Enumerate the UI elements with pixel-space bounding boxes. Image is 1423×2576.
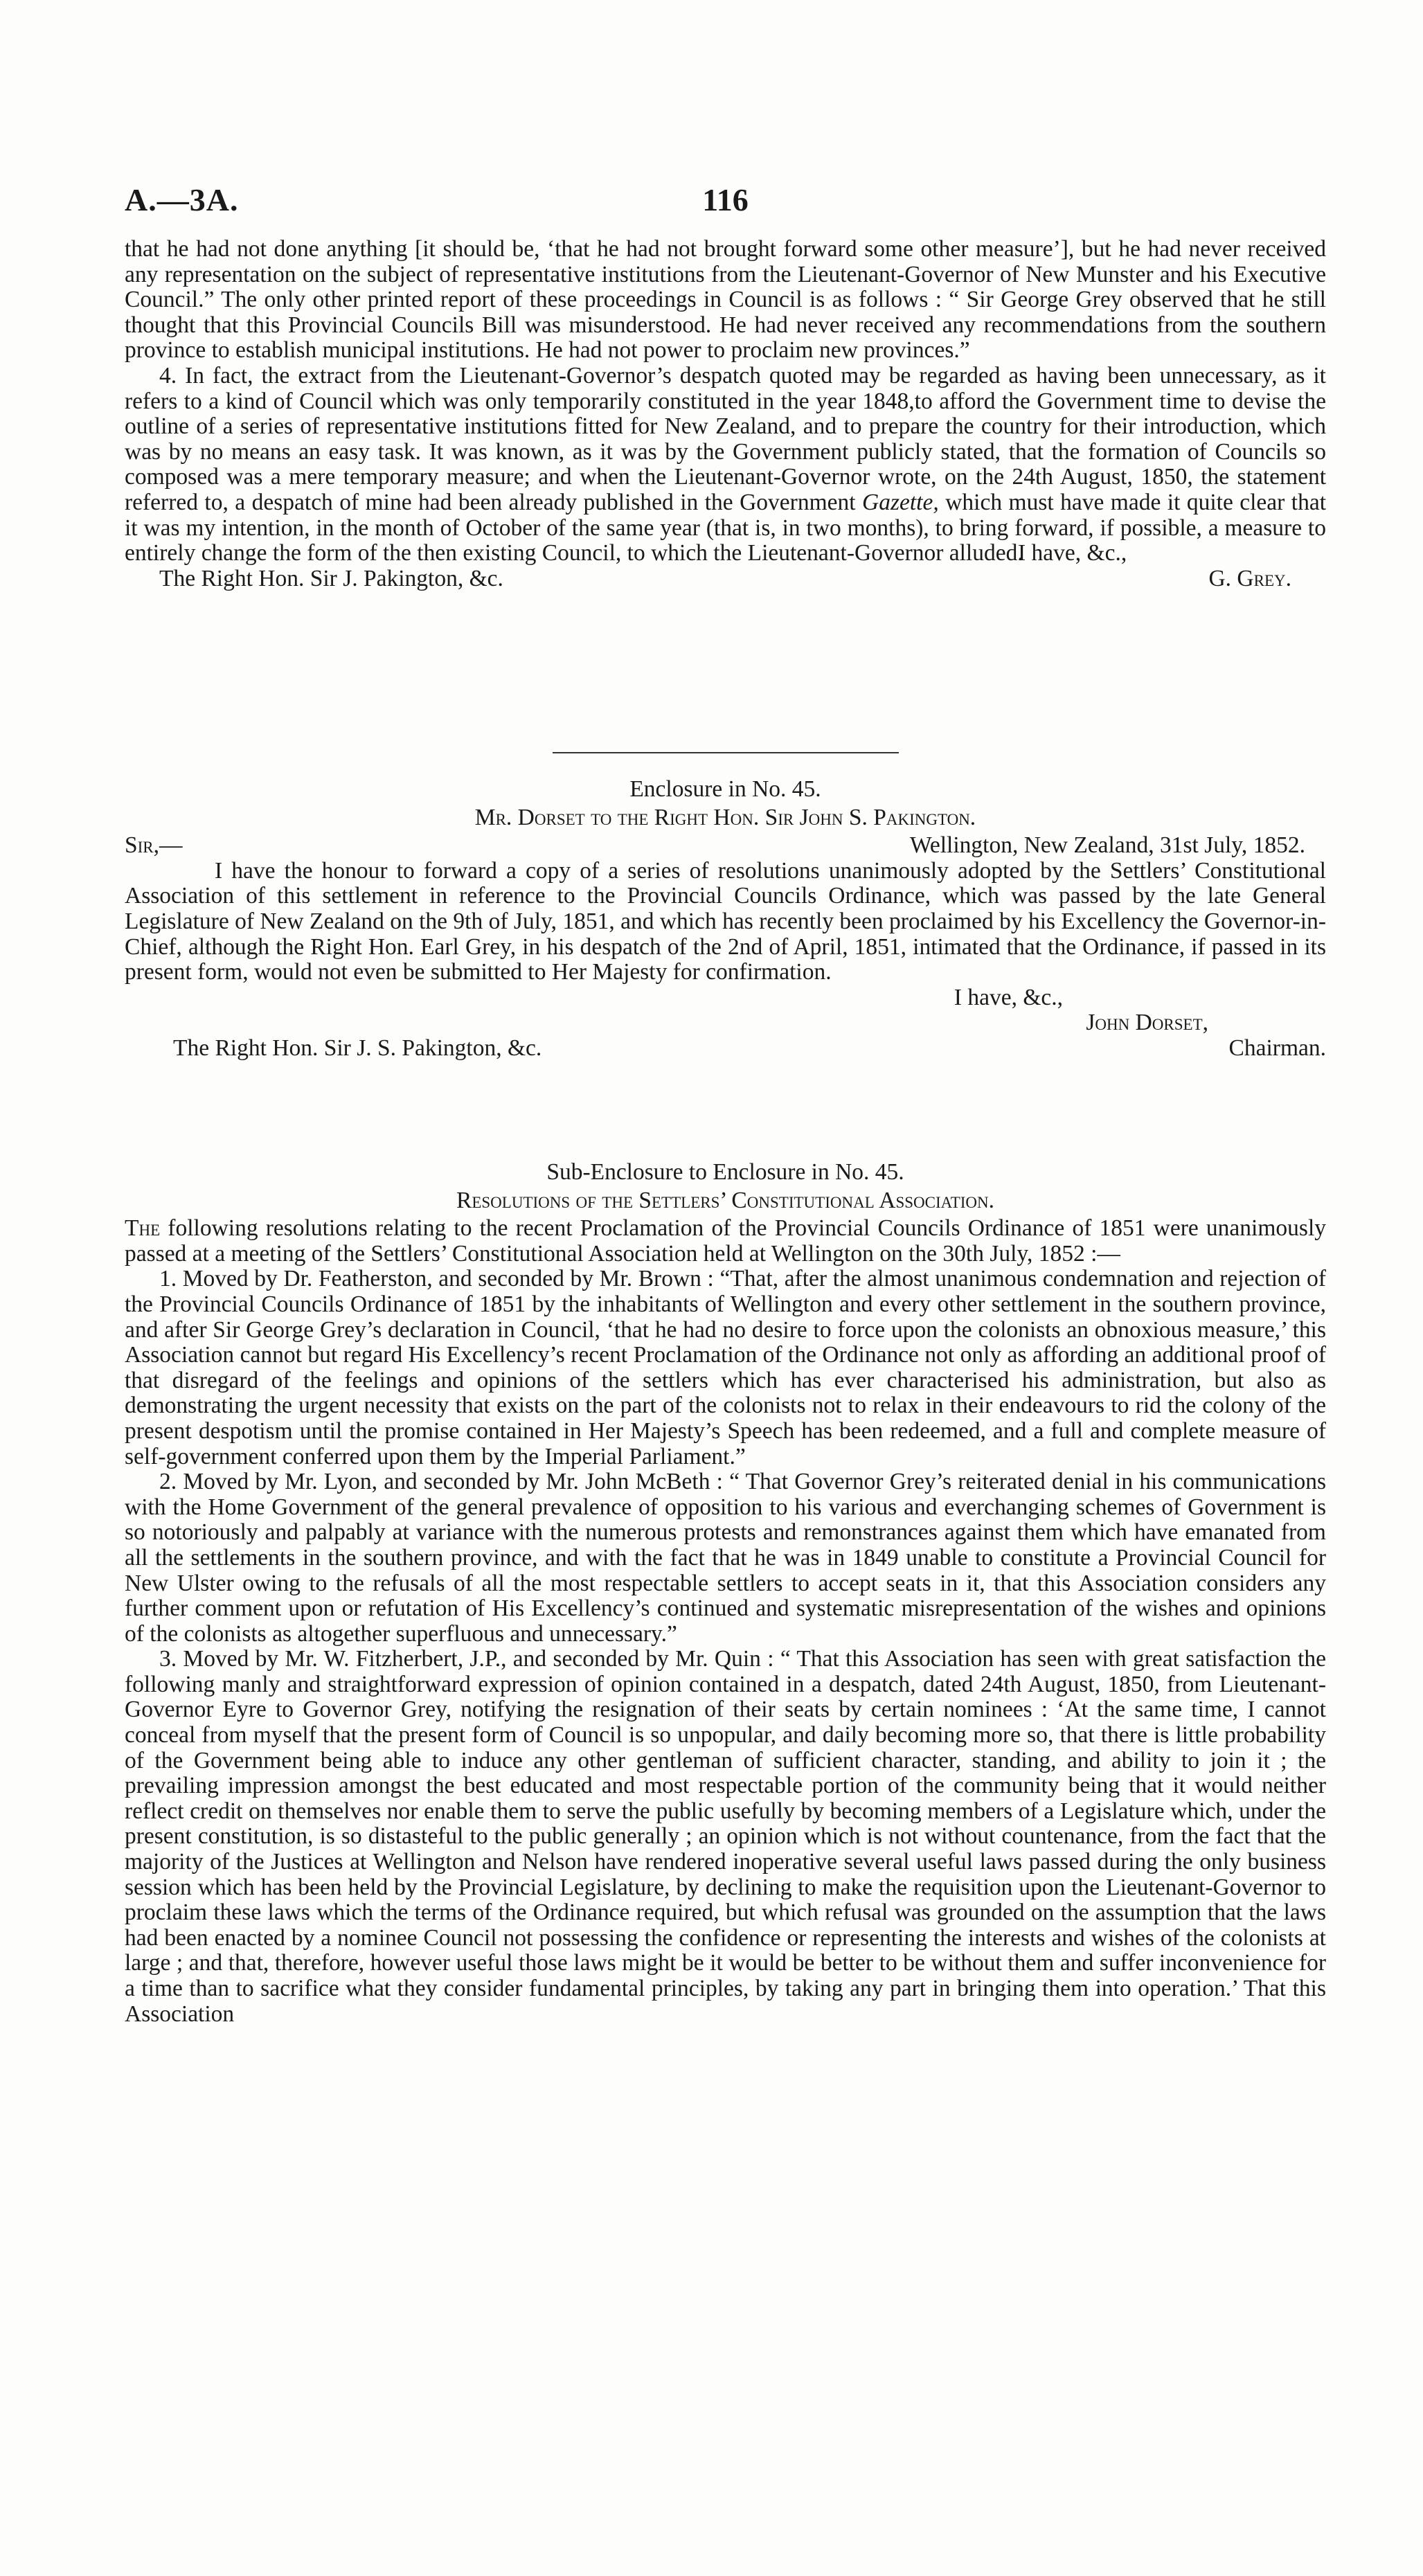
enclosure-addressee-row [125,1036,1326,1062]
letter-paragraph-2-text-a: 4. In fact, the extract from the Lieutenant-Governor’s despatch quoted may be regarded as having been unnecessary, as it refers to a kind of Council which was only temporarily constituted in the year 1848,to afford the Government time to devise the outline of a series of representative institutions fitted for New Zealand, and to prepare the country for their introduction, which was by no means an easy task. It was known, as it was by the Government publicly stated, that the formation of Councils so composed was a mere temporary measure; and when the Lieutenant-Governor wrote, on the 24th August, 1850, the statement referred to, a despatch of mine had been already published in the Government [125,362,1326,515]
enclosure-section [125,777,1326,1062]
letter-signature: G. Grey. [1208,565,1291,591]
resolution-3: 3. Moved by Mr. W. Fitzherbert, J.P., and seconded by Mr. Quin : “ That this Association has seen with great satisfaction the following manly and straightforward expression of opinion contained in a despatch, dated 24th August, 1850, from Lieutenant-Governor Eyre to Governor Grey, notifying the resignation of their seats by certain nominees : ‘At the same time, I cannot conceal from myself that the present form of Council is so unpopular, and daily becoming more so, that there is little probability of the Government being able to induce any other gentleman of sufficient character, standing, and ability to join it ; the prevailing impression amongst the best educated and most respectable portion of the community being that it would neither reflect credit on themselves nor enable them to serve the public usefully by becoming members of a Legislature which, under the present constitution, is so distasteful to the public generally ; an opinion which is not without countenance, from the fact that the majority of the Justices at Wellington and Nelson have rendered inoperative several useful laws passed during the only business session which has been held by the Provincial Legislature, by declining to make the requisition upon the Lieutenant-Governor to proclaim these laws which the terms of the Ordinance required, but which refusal was grounded on the assumption that the laws had been enacted by a nominee Council not possessing the confidence or representing the interests and wishes of the colonists at large ; and that, therefore, however useful those laws might be it would be better to be without them and suffer inconvenience for a time than to sacrifice what they consider fundamental principles, by taking any part in bringing them into operation.’ That this Association [125,1646,1326,2027]
intro-text: following resolutions relating to the recent Proclamation of the Provincial Councils Ordinance of 1851 were unanimously passed at a meeting of the Settlers’ Constitutional Association held at Wellington on the 30th July, 1852 :— [125,1215,1327,1267]
letter-paragraph-2 [125,364,1326,566]
letter-addressee: The Right Hon. Sir J. Pakington, &c. [159,565,503,591]
enclosure-closing: I have, &c., [954,984,1063,1010]
section-divider-rule [553,752,899,753]
letter-paragraph-2-text-b: which must have made it quite clear that it was my intention, in the month of October of the same year (that is, in two months), to bring forward, if possible, a measure to entirely change the form of the then existing Council, to which the Lieutenant-Governor alluded. [125,489,1327,566]
letter-signature-row [125,566,1326,592]
letter-closing: I have, &c., [1018,540,1127,566]
sub-enclosure-title: Resolutions of the Settlers’ Constitutional Association. [456,1187,995,1213]
enclosure-heading: Enclosure in No. 45. [629,776,821,802]
enclosure-role: Chairman. [1228,1035,1326,1061]
divider-1 [125,752,1326,753]
letter-paragraph-1: that he had not done anything [it should be, ‘that he had not brought forward some other measure’], but he had never received any representation on the subject of representative institutions from the Lieutenant-Governor of New Munster and his Executive Council.” The only other printed report of these proceedings in Council is as follows : “ Sir George Grey observed that he still thought that this Provincial Councils Bill was misunderstood. He had never received any recommendations from the southern province to establish municipal institutions. He had not power to proclaim new provinces.” [125,236,1326,364]
enclosure-salutation: Sir,— [125,832,183,859]
enclosure-salutation-row [125,833,1326,859]
enclosure-body: I have the honour to forward a copy of a series of resolutions unanimously adopted by the Settlers’ Constitutional Association of this settlement in reference to the Provincial Councils Ordinance, which was passed by the late General Legislature of New Zealand on the 9th of July, 1851, and which has recently been proclaimed by his Excellency the Governor-in-Chief, although the Right Hon. Earl Grey, in his despatch of the 2nd of April, 1851, intimated that the Ordinance, if passed in its present form, would not even be submitted to Her Majesty for confirmation. [125,857,1326,985]
enclosure-addressee: The Right Hon. Sir J. S. Pakington, &c. [173,1035,542,1061]
letter-section [125,237,1326,591]
intro-lead-word: The [125,1215,161,1242]
resolution-2: 2. Moved by Mr. Lyon, and seconded by Mr. John McBeth : “ That Governor Grey’s reiterated denial in his communications with the Home Government of the general prevalence of opposition to his various and everchanging schemes of Government is so notoriously and palpably at variance with the numerous protests and remonstrances against them which have emanated from all the settlements in the southern province, and with the fact that he was in 1849 unable to constitute a Provincial Council for New Ulster owing to the refusals of all the most respectable settlers to accept seats in it, that this Association considers any further comment upon or refutation of His Excellency’s continued and systematic misrepresentation of the wishes and opinions of the colonists as altogether superfluous and unnecessary.” [125,1469,1326,1647]
enclosure-signature: John Dorset, [1086,1010,1208,1036]
page-number: 116 [702,182,749,217]
enclosure-place-date: Wellington, New Zealand, 31st July, 1852. [909,832,1305,859]
sub-enclosure-intro [125,1216,1326,1267]
enclosure-title: Mr. Dorset to the Right Hon. Sir John S. Pakington. [474,804,976,830]
sub-enclosure-section [125,1160,1326,2027]
page-header [125,181,1326,223]
gazette-word: Gazette, [862,489,939,515]
sub-enclosure-heading: Sub-Enclosure to Enclosure in No. 45. [546,1159,904,1185]
document-reference: A.—3A. [125,182,239,217]
resolution-1: 1. Moved by Dr. Featherston, and seconded by Mr. Brown : “That, after the almost unanimous condemnation and rejection of the Provincial Councils Ordinance of 1851 by the inhabitants of Wellington and every other settlement in the southern province, and after Sir George Grey’s declaration in Council, ‘that he had no desire to force upon the colonists an obnoxious measure,’ this Association cannot but regard His Excellency’s recent Proclamation of the Ordinance not only as affording an additional proof of that disregard of the feelings and opinions of the settlers which has ever characterised his administration, but also as demonstrating the urgent necessity that exists on the part of the colonists not to relax in their endeavours to rid the colony of the present despotism until the promise contained in Her Majesty’s Speech has been redeemed, and a full and complete measure of self-government conferred upon them by the Imperial Parliament.” [125,1266,1326,1469]
